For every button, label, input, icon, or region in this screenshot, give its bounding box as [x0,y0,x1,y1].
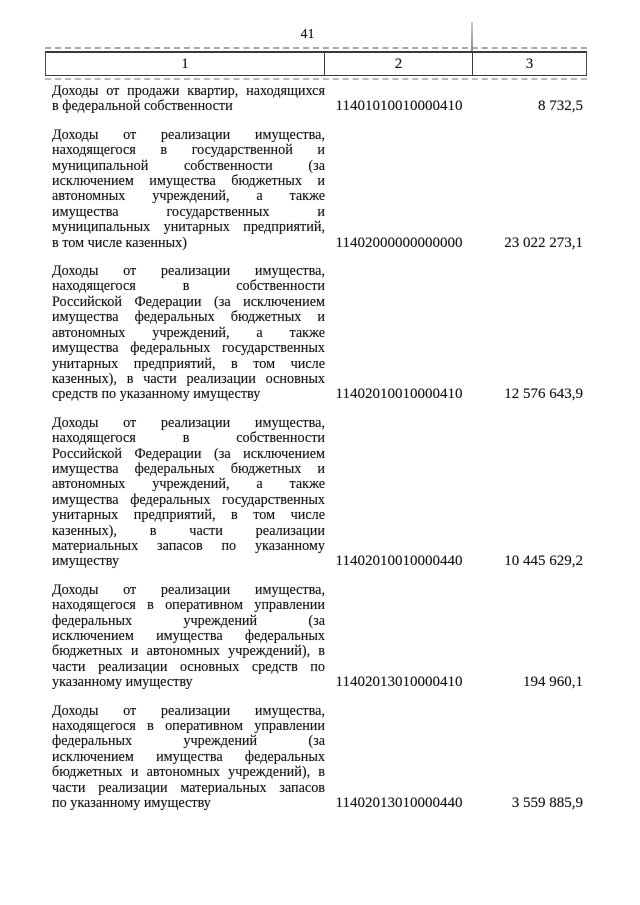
income-name-line: имущества федеральных государственных [52,491,325,508]
income-name-line: исключением имущества бюджетных и [52,173,325,190]
budget-code-cell: 11402010010000440 [335,553,463,570]
income-name-line: находящегося в государственной и [52,142,325,159]
amount-cell: 194 960,1 [523,674,583,691]
income-name-line: имущества государственных и [52,203,325,220]
income-name-line: федеральных учреждений (за [52,612,325,629]
amount-cell: 23 022 273,1 [504,234,583,251]
income-name-line: казенных), в части реализации [52,522,325,539]
income-name-line: Российской Федерации (за исключением [52,445,325,462]
income-name-line: Доходы от реализации имущества, [52,414,325,431]
page-number: 41 [300,27,315,42]
income-name-line: унитарных предприятий, в том числе [52,507,325,524]
table-row [45,251,587,403]
budget-code-cell: 11402013010000410 [335,674,463,691]
income-name-line: казенных), в части реализации основных [52,370,325,387]
table-row [45,403,587,570]
budget-code-cell: 11402000000000000 [335,234,463,251]
table-row [45,691,587,812]
income-name-line: указанному имуществу [52,674,193,691]
income-name-cell [45,403,325,570]
income-name-line: бюджетных и автономных учреждений), в [52,643,325,660]
income-name-line: Доходы от реализации имущества, [52,263,325,280]
income-name-line: автономных учреждений, а также [52,324,325,341]
scan-artifact-top-line [45,47,587,49]
table-row [45,115,587,251]
table-row [45,570,587,691]
income-name-line: части реализации материальных запасов [52,779,325,796]
income-name-line: Доходы от продажи квартир, находящихся [52,83,325,99]
table-row [45,76,587,115]
income-name-cell [45,570,325,691]
income-name-line: Доходы от реализации имущества, [52,126,325,143]
income-name-line: имущества федеральных бюджетных и [52,309,325,326]
budget-code-cell: 11401010010000410 [335,98,463,115]
income-name-cell [45,691,325,812]
income-name-line: части реализации основных средств по [52,658,325,675]
income-name-line: находящегося в собственности [52,430,325,447]
amount-cell: 3 559 885,9 [511,795,583,812]
income-name-line: муниципальной собственности (за [52,157,325,174]
income-name-line: Доходы от реализации имущества, [52,702,325,719]
scan-artifact-vertical-stub [471,22,473,51]
income-name-cell [45,115,325,251]
income-name-line: по указанному имуществу [52,795,211,812]
income-name-line: имущества федеральных бюджетных и [52,460,325,477]
amount-cell: 8 732,5 [538,98,583,115]
budget-code-cell: 11402013010000440 [335,795,463,812]
income-name-line: материальных запасов по указанному [52,537,325,554]
table-header-row [45,51,587,76]
budget-code-cell: 11402010010000410 [335,386,463,403]
budget-revenue-table [45,51,587,811]
income-name-line: федеральных учреждений (за [52,733,325,750]
amount-cell: 10 445 629,2 [504,553,583,570]
income-name-cell [45,251,325,403]
income-name-line: в федеральной собственности [52,98,233,115]
income-name-line: находящегося в оперативном управлении [52,718,325,735]
column-header-2: 2 [325,51,473,76]
income-name-line: автономных учреждений, а также [52,476,325,493]
income-name-line: Российской Федерации (за исключением [52,293,325,310]
income-name-line: муниципальных унитарных предприятий, [52,219,325,236]
income-name-line: имущества федеральных государственных [52,340,325,357]
income-name-line: исключением имущества федеральных [52,628,325,644]
income-name-line: имуществу [52,553,120,570]
column-header-3: 3 [473,51,587,76]
column-header-1: 1 [45,51,325,76]
income-name-line: унитарных предприятий, в том числе [52,355,325,372]
income-name-cell [45,76,325,115]
income-name-line: автономных учреждений, а также [52,188,325,205]
income-name-line: бюджетных и автономных учреждений), в [52,764,325,781]
income-name-line: Доходы от реализации имущества, [52,581,325,598]
income-name-line: средств по указанному имуществу [52,386,261,403]
income-name-line: в том числе казенных) [52,234,187,251]
income-name-line: находящегося в собственности [52,278,325,295]
amount-cell: 12 576 643,9 [504,386,583,403]
income-name-line: исключением имущества федеральных [52,748,325,765]
income-name-line: находящегося в оперативном управлении [52,597,325,614]
